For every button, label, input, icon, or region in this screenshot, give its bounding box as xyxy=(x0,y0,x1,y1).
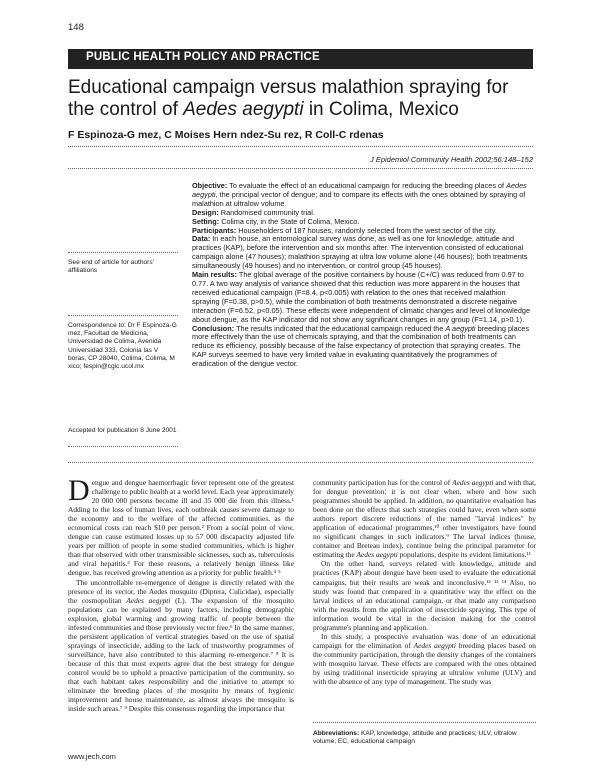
abstract-species: Aedes aegypti xyxy=(192,181,527,199)
sidebar-divider xyxy=(68,252,178,253)
abstract-text: To evaluate the effect of an educational campaign for reducing the breeding places of xyxy=(227,181,507,190)
body-column-left xyxy=(68,474,294,714)
footer-url[interactable]: www.jech.com xyxy=(68,752,116,761)
divider xyxy=(68,146,533,147)
abbreviations-text: KAP, knowledge, attitude and practices; ULV, ultralow volume; EC, educational campaign xyxy=(313,730,517,746)
body-paragraph xyxy=(68,578,294,714)
abstract-text: breeding places more effectively than the use of chemicals spraying, and that the combination of both treatments can reduce its efficiency, possibly because of the false expectancy of protection that spraying creates. The KAP surveys seemed to have very limited value in evaluating quantitatively the programmes of eradication of the dengue vector. xyxy=(192,323,530,369)
title-species: Aedes aegypti xyxy=(183,99,304,120)
page-number: 148 xyxy=(68,22,84,33)
drop-cap: D xyxy=(68,474,90,507)
paragraph-text: community participation has for the control of xyxy=(313,478,453,487)
paragraph-text: In this study, a prospective evaluation was done of an educational campaign for the elimination of xyxy=(313,631,536,650)
abstract-text: In each house, an entomological survey was done, as well as one for knowledge, attitude and practices (KAP), before the intervention and six months after. The intervention consisted of educational campaign alone (47 houses); malathion spraying at ultra low volume alone (46 houses); both treatments simultaneously (49 houses) and no intervention, or control group (45 houses). xyxy=(192,234,528,271)
paragraph-text: and with that, for dengue prevention; it is not clear when, where and how such programmes should be applied. In addition, no quantitative evaluation has been done on the effects that such strategies could have, even when some authors report discrete reductions of the named "larval indices" by application of educational programmes,¹⁰ other investigators have found no significant changes in such indicators.⁹ The larval indices (house, container and Breteau index), continue being the principal parameter for estimating the xyxy=(313,478,536,560)
abstract-results xyxy=(192,271,533,324)
abstract-data xyxy=(192,235,533,271)
abstract-label: Setting: xyxy=(192,216,220,226)
body-paragraph xyxy=(313,478,536,559)
abstract-text: , the principal vector of dengue; and to compare its effects with the ones obtained by spraying of malathion at ultralow volume. xyxy=(192,189,526,208)
abbreviations-note xyxy=(313,730,536,746)
author-list: F Espinoza-G mez, C Moises Hern ndez-Su rez, R Coll-C rdenas xyxy=(68,129,384,141)
species-name: Aedes aegypti xyxy=(413,640,456,650)
abstract-text: The global average of the positive containers by house (C+/C) was reduced from 0.97 to 0.77. A two way analysis of variance showed that this reduction was more apparent in the houses that received educational campaign (F=8.4, p<0.005) with relation to the ones that received malathion spraying (F=0.38, p>0.5), while the combination of both treatments demonstrated a discrete negative interaction (F=6.52, p<0.05). These effects were independent of climatic changes and level of knowledge about dengue, as the KAP indicator did not show any significant changes in any group (F=1.14, p>0.1). xyxy=(192,270,531,324)
abstract-objective xyxy=(192,182,533,209)
body-paragraph xyxy=(68,474,294,578)
body-column-right xyxy=(313,478,536,686)
sidebar-divider xyxy=(68,446,178,447)
sidebar-divider xyxy=(68,315,178,316)
paragraph-text: (L). The expansion of the mosquito populations can be explained by many factors, including demographic explosion, global warming and growing traffic of people between the infested communities and those previously vector free.⁶ In the same manner, the persistent application of vertical strategies based on the use of spatial sprayings of insecticide, adding to the lack of trustworthy programmes of surveillance, have also contributed to this alarming re-emergence.⁷ ⁸ It is because of this that most experts agree that the best strategy for dengue control would be to uphold a proactive participation of the community, so that each habitant takes responsibility and the initiative to attempt to eliminate the breeding places of the mosquito by means of hygienic improvement and house maintenance, as almost always the mosquito is inside such areas.⁷ ⁹ Despite this consensus regarding the importance that xyxy=(68,595,294,714)
journal-citation: J Epidemiol Community Health 2002;56:148–152 xyxy=(369,155,533,164)
abstract-text: Randomised community trial. xyxy=(218,207,315,217)
abstract-label: Objective: xyxy=(192,181,228,190)
abstract-label: Data: xyxy=(192,234,211,244)
divider xyxy=(68,168,533,169)
abstract-label: Main results: xyxy=(192,270,238,280)
title-text-end: in Colima, Mexico xyxy=(303,99,459,120)
body-paragraph xyxy=(313,632,536,686)
abstract-conclusion xyxy=(192,325,533,370)
abstract xyxy=(192,182,533,369)
title-text: Educational campaign versus malathion spraying for the control of xyxy=(68,77,509,120)
body-paragraph: On the other hand, surveys related with knowledge, attitude and practices (KAP) about dengue have been used to evaluate the educational campaigns, but their results are weak and inconclusive.¹² ¹³ ¹⁴ Also, no study was found that compared in a quantitative way the effect on the larval indices of an educational campaign, or that made any comparison with the results from the application of insecticide spraying. This type of information would be vital in the decision making for the control programme's planning and application. xyxy=(313,559,536,632)
abstract-text: Householders of 187 houses, randomly selected from the west sector of the city. xyxy=(236,225,497,235)
article-title xyxy=(68,77,538,121)
sidebar-correspondence: Correspondence to: Dr F Espinoza-G mez, Facultad de Medicina, Universidad de Colima, Avenida Universidad 333, Colonia las V boras, CP 28040, Colima, Colima, M xico; fespin@cgic.ucol.mx xyxy=(68,322,177,371)
divider xyxy=(313,722,536,723)
species-name: Aedes aegypti xyxy=(356,550,398,560)
abbreviations-label: Abbreviations: xyxy=(313,730,360,737)
paragraph-text: engue and dengue haemorrhagic fever represent one of the greatest challenge to public health at a world level. Each year approximately 20 000 000 persons become ill and 35 000 die from this illness.¹ Adding to the loss of human lives, each outbreak causes severe damage to the economy and to the welfare of the affected communities, as the economical costs can reach $10 per person.² From a social point of view, dengue can cause estimated losses up to 57 000 discapacity adjusted life years per million of people in some studied communities, which is higher than that observed with other transmissible sicknesses, such as, tuberculosis and viral hepatitis.³ For these reasons, a relatively benign illness like dengue, has received growing attention as a priority for public health.⁴ ⁵ xyxy=(68,478,294,578)
paragraph-text: The uncontrollable re-emergence of dengue is directly related with the presence of its vector, the Aedes mosquito (Diptera, Culicidae), especially the cosmopolitan xyxy=(68,577,294,605)
sidebar-affiliations-note: See end of article for authors' affiliations xyxy=(68,259,154,275)
sidebar-accepted-date: Accepted for publication 8 June 2001 xyxy=(68,427,177,434)
abstract-text: The results indicated that the educational campaign reduced the xyxy=(234,323,446,333)
species-name: Aedes aegypti xyxy=(452,478,494,487)
abstract-species: A aegypti xyxy=(445,323,476,333)
species-name: Aedes aegypti xyxy=(126,595,171,605)
abstract-text: Colima city, in the State of Colima, Mexico. xyxy=(219,216,360,226)
paragraph-text: populations, despite its evident limitations.¹¹ xyxy=(397,550,531,560)
abstract-label: Conclusion: xyxy=(192,323,235,333)
abstract-label: Design: xyxy=(192,207,219,217)
section-title: PUBLIC HEALTH POLICY AND PRACTICE xyxy=(86,51,320,63)
paragraph-text: breeding places based on the community participation, through the density changes of the containers with mosquito larvae. These effects are compared with the ones obtained by using traditional insecticide spraying at ultralow volume (ULV) and with the absence of any type of management. The study was xyxy=(313,640,537,687)
divider xyxy=(68,462,533,463)
abstract-label: Participants: xyxy=(192,225,237,235)
